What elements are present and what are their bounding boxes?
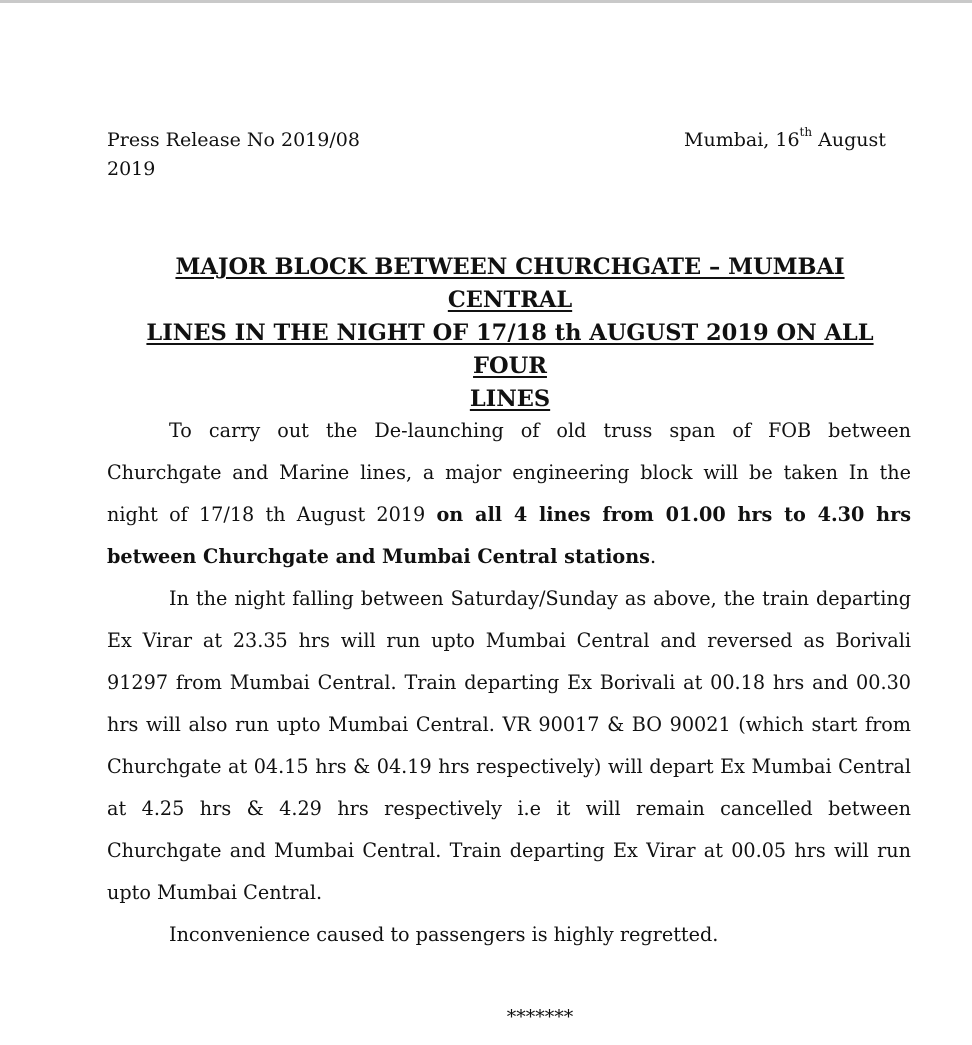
paragraph-3: Inconvenience caused to passengers is highly regretted. bbox=[169, 923, 719, 946]
document-title bbox=[120, 251, 900, 416]
date-suffix: th bbox=[799, 124, 813, 139]
paragraph-1-bold: on all 4 lines from 01.00 hrs to 4.30 hrs between Churchgate and Mumbai Central stations bbox=[107, 503, 911, 568]
title-line-3: LINES bbox=[469, 386, 551, 412]
paragraph-1-text: To carry out the De-launching of old truss span of FOB between Churchgate and Marine lines, a major engineering block will be taken In the night of 17/18 th August 2019 bbox=[107, 419, 911, 526]
release-date bbox=[684, 126, 886, 155]
date-place: Mumbai, 16 bbox=[684, 129, 800, 151]
paragraph-1 bbox=[107, 410, 911, 578]
date-month: August bbox=[812, 129, 886, 151]
end-marker: ******* bbox=[506, 1006, 574, 1028]
press-release-label: Press Release No 2019/08 bbox=[107, 129, 360, 151]
title-line-1: MAJOR BLOCK BETWEEN CHURCHGATE – MUMBAI CENTRAL bbox=[175, 254, 845, 313]
press-release-year: 2019 bbox=[107, 158, 156, 180]
press-release-number bbox=[107, 126, 667, 184]
document-body bbox=[107, 410, 911, 956]
paragraph-1-end: . bbox=[649, 545, 657, 568]
title-line-2: LINES IN THE NIGHT OF 17/18 th AUGUST 2019 ON ALL FOUR bbox=[146, 320, 874, 379]
paragraph-2: In the night falling between Saturday/Sunday as above, the train departing Ex Virar at 23.35 hrs will run upto Mumbai Central and reversed as Borivali 91297 from Mumbai Central. Train departing Ex Borivali at 00.18 hrs and 00.30 hrs will also run upto Mumbai Central. VR 90017 & BO 90021 (which start from Churchgate at 04.15 hrs & 04.19 hrs respectively) will depart Ex Mumbai Central at 4.25 hrs & 4.29 hrs respectively i.e it will remain cancelled between Churchgate and Mumbai Central. Train departing Ex Virar at 00.05 hrs will run upto Mumbai Central. bbox=[107, 587, 911, 904]
